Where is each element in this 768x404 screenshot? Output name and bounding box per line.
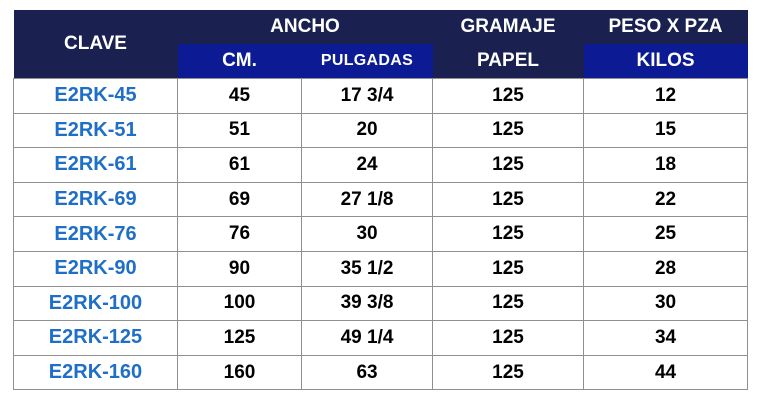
cell-pulgadas: 35 1/2: [302, 251, 433, 286]
cell-gramaje: 125: [433, 321, 584, 356]
cell-gramaje: 125: [433, 113, 584, 148]
cell-gramaje: 125: [433, 217, 584, 252]
cell-pulgadas: 24: [302, 148, 433, 183]
cell-cm: 76: [178, 217, 302, 252]
cell-clave: E2RK-69: [14, 182, 178, 217]
product-spec-table: [13, 10, 748, 390]
cell-cm: 125: [178, 321, 302, 356]
table-row: [14, 251, 748, 286]
cell-clave: E2RK-90: [14, 251, 178, 286]
cell-clave: E2RK-51: [14, 113, 178, 148]
header-peso: PESO X PZA: [584, 10, 748, 44]
header-kilos: KILOS: [584, 44, 748, 79]
table-row: [14, 321, 748, 356]
table-body: [14, 79, 748, 390]
cell-clave: E2RK-45: [14, 79, 178, 114]
table-row: [14, 217, 748, 252]
cell-peso: 12: [584, 79, 748, 114]
cell-peso: 22: [584, 182, 748, 217]
cell-cm: 90: [178, 251, 302, 286]
table-row: [14, 113, 748, 148]
cell-peso: 28: [584, 251, 748, 286]
cell-gramaje: 125: [433, 182, 584, 217]
cell-cm: 100: [178, 286, 302, 321]
header-gramaje: GRAMAJE: [433, 10, 584, 44]
header-papel: PAPEL: [433, 44, 584, 79]
cell-pulgadas: 49 1/4: [302, 321, 433, 356]
cell-gramaje: 125: [433, 79, 584, 114]
cell-gramaje: 125: [433, 286, 584, 321]
header-clave: CLAVE: [14, 10, 178, 79]
cell-clave: E2RK-100: [14, 286, 178, 321]
table-row: [14, 182, 748, 217]
cell-pulgadas: 63: [302, 355, 433, 390]
cell-clave: E2RK-160: [14, 355, 178, 390]
table-row: [14, 286, 748, 321]
cell-cm: 69: [178, 182, 302, 217]
cell-clave: E2RK-76: [14, 217, 178, 252]
header-ancho: ANCHO: [178, 10, 433, 44]
table-row: [14, 355, 748, 390]
table-row: [14, 148, 748, 183]
cell-clave: E2RK-61: [14, 148, 178, 183]
cell-gramaje: 125: [433, 251, 584, 286]
header-row-top: [14, 10, 748, 44]
cell-peso: 18: [584, 148, 748, 183]
cell-gramaje: 125: [433, 148, 584, 183]
cell-pulgadas: 39 3/8: [302, 286, 433, 321]
cell-peso: 30: [584, 286, 748, 321]
header-pulgadas: PULGADAS: [302, 44, 433, 79]
cell-peso: 25: [584, 217, 748, 252]
cell-pulgadas: 20: [302, 113, 433, 148]
table-row: [14, 79, 748, 114]
cell-peso: 15: [584, 113, 748, 148]
cell-clave: E2RK-125: [14, 321, 178, 356]
cell-peso: 34: [584, 321, 748, 356]
cell-gramaje: 125: [433, 355, 584, 390]
cell-pulgadas: 27 1/8: [302, 182, 433, 217]
header-cm: CM.: [178, 44, 302, 79]
cell-pulgadas: 17 3/4: [302, 79, 433, 114]
cell-cm: 45: [178, 79, 302, 114]
cell-cm: 61: [178, 148, 302, 183]
cell-peso: 44: [584, 355, 748, 390]
cell-pulgadas: 30: [302, 217, 433, 252]
cell-cm: 51: [178, 113, 302, 148]
cell-cm: 160: [178, 355, 302, 390]
